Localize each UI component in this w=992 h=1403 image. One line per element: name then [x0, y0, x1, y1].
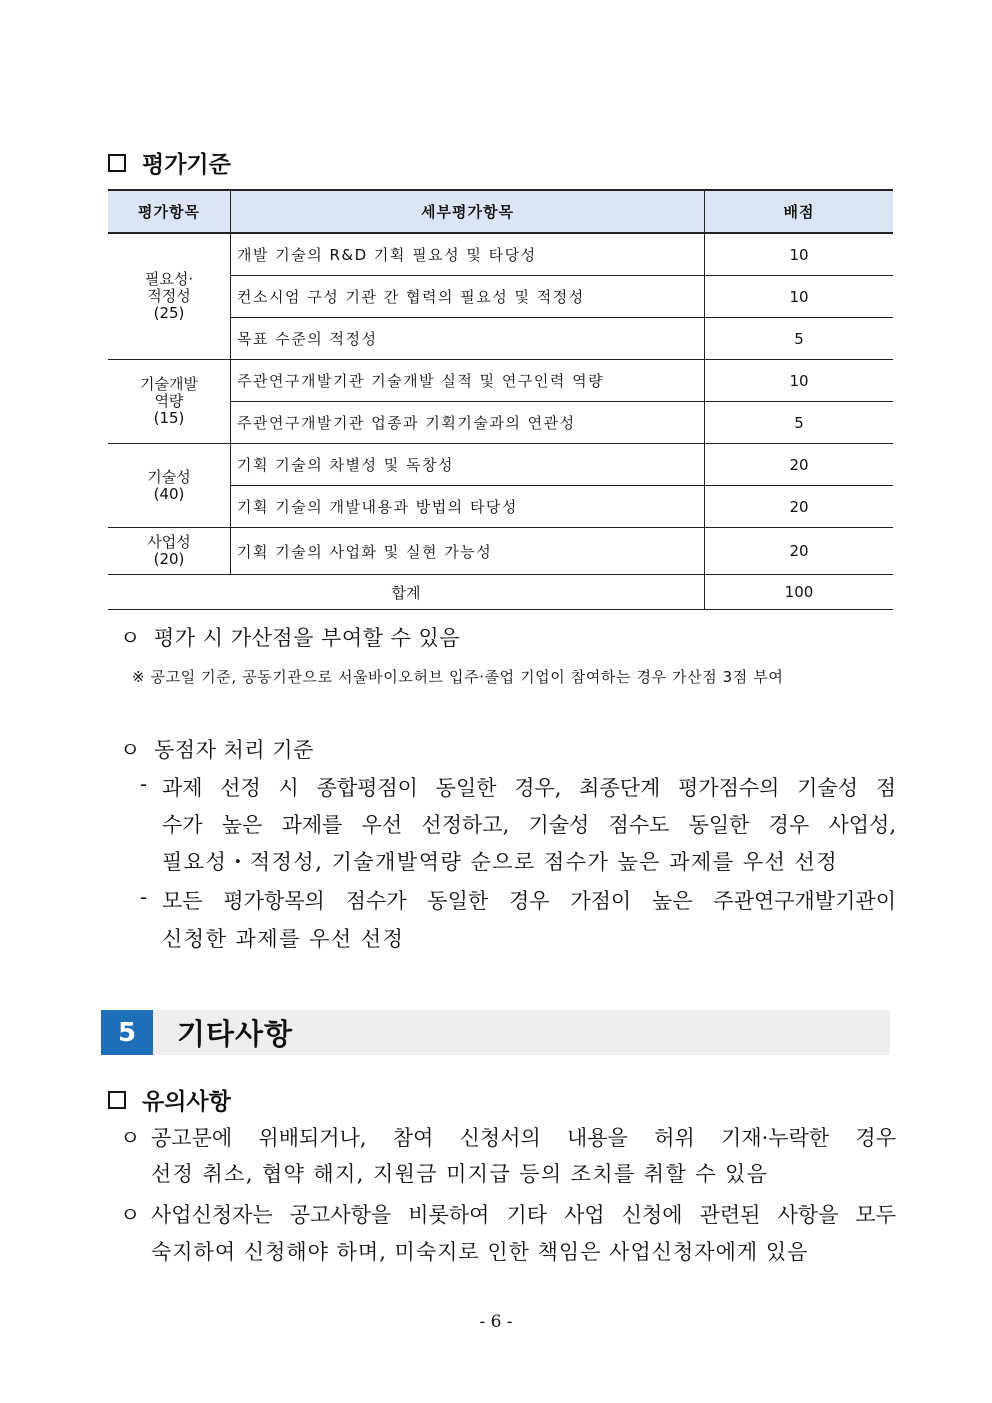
chapter-banner — [101, 1010, 890, 1055]
tie-rule-2-line-1: 모든 평가항목의 점수가 동일한 경우 가점이 높은 주관연구개발기관이 — [162, 889, 896, 913]
column-header-category: 평가항목 — [108, 190, 231, 233]
chapter-number: 5 — [101, 1010, 153, 1055]
evaluation-table — [108, 189, 893, 610]
category-points: (25) — [153, 304, 185, 322]
detail-item: 주관연구개발기관 업종과 기획기술과의 연관성 — [231, 402, 705, 444]
circle-bullet-icon: ㅇ — [120, 738, 141, 762]
score-cell: 5 — [705, 318, 894, 360]
notice-1-line-2: 선정 취소, 협약 해지, 지원금 미지급 등의 조치를 취할 수 있음 — [151, 1162, 769, 1186]
total-score: 100 — [705, 575, 894, 610]
score-cell: 10 — [705, 360, 894, 402]
category-cell — [108, 233, 231, 360]
category-label: 기술성 — [147, 467, 191, 486]
notice-2-line-2: 숙지하여 신청해야 하며, 미숙지로 인한 책임은 사업신청자에게 있음 — [151, 1240, 809, 1264]
score-cell: 20 — [705, 486, 894, 528]
category-cell — [108, 360, 231, 444]
score-cell: 10 — [705, 276, 894, 318]
notice-bullet-2 — [120, 1199, 154, 1229]
category-cell — [108, 444, 231, 528]
tie-rule-1-line-1: 과제 선정 시 종합평점이 동일한 경우, 최종단계 평가점수의 기술성 점 — [162, 776, 896, 800]
score-cell: 10 — [705, 233, 894, 276]
detail-item: 기획 기술의 사업화 및 실현 가능성 — [231, 528, 705, 575]
score-cell: 20 — [705, 528, 894, 575]
category-label: 사업성 — [147, 533, 191, 551]
column-header-score: 배점 — [705, 190, 894, 233]
tie-line — [120, 734, 314, 764]
notice-bullet-1 — [120, 1122, 154, 1152]
tie-dash-1 — [140, 772, 162, 796]
category-label: 필요성· — [144, 270, 194, 288]
category-label: 적정성 — [147, 287, 191, 305]
notice-1-line-1: 공고문에 위배되거나, 참여 신청서의 내용을 허위 기재·누락한 경우 — [151, 1126, 896, 1150]
circle-bullet-icon: ㅇ — [120, 626, 141, 650]
column-header-detail: 세부평가항목 — [231, 190, 705, 233]
category-label: 기술개발 — [140, 375, 198, 393]
notice-2-line-1: 사업신청자는 공고사항을 비롯하여 기타 사업 신청에 관련된 사항을 모두 — [151, 1203, 896, 1227]
bonus-text: 평가 시 가산점을 부여할 수 있음 — [154, 626, 461, 650]
total-row — [108, 575, 893, 610]
table-row — [108, 528, 893, 575]
table-row — [108, 360, 893, 402]
notice-heading — [108, 1083, 231, 1116]
category-label: 역량 — [154, 392, 184, 410]
dash-bullet-icon: - — [140, 885, 148, 909]
evaluation-heading — [108, 146, 231, 179]
detail-item: 기획 기술의 개발내용과 방법의 타당성 — [231, 486, 705, 528]
chapter-title: 기타사항 — [177, 1017, 294, 1051]
dash-bullet-icon: - — [140, 772, 148, 796]
tie-text: 동점자 처리 기준 — [154, 738, 314, 762]
detail-item: 기획 기술의 차별성 및 독창성 — [231, 444, 705, 486]
tie-rule-1-line-3: 필요성・적정성, 기술개발역량 순으로 점수가 높은 과제를 우선 선정 — [162, 850, 839, 874]
category-points: (15) — [153, 409, 185, 427]
checkbox-square-icon — [108, 1091, 126, 1109]
tie-rule-2-line-2: 신청한 과제를 우선 선정 — [162, 927, 405, 951]
page-number: - 6 - — [479, 1312, 513, 1332]
table-row — [108, 444, 893, 486]
bonus-line — [120, 622, 460, 652]
tie-rule-1-line-2: 수가 높은 과제를 우선 선정하고, 기술성 점수도 동일한 경우 사업성, — [162, 813, 896, 837]
total-label: 합계 — [108, 575, 705, 610]
tie-dash-2 — [140, 885, 162, 909]
score-cell: 5 — [705, 402, 894, 444]
circle-bullet-icon: ㅇ — [120, 1126, 141, 1150]
evaluation-heading-text: 평가기준 — [142, 151, 231, 178]
category-points: (20) — [153, 550, 185, 568]
detail-item: 컨소시엄 구성 기관 간 협력의 필요성 및 적정성 — [231, 276, 705, 318]
notice-heading-text: 유의사항 — [142, 1088, 231, 1115]
circle-bullet-icon: ㅇ — [120, 1203, 141, 1227]
category-cell — [108, 528, 231, 575]
detail-item: 개발 기술의 R&D 기획 필요성 및 타당성 — [231, 233, 705, 276]
score-cell: 20 — [705, 444, 894, 486]
table-row — [108, 233, 893, 276]
detail-item: 주관연구개발기관 기술개발 실적 및 연구인력 역량 — [231, 360, 705, 402]
detail-item: 목표 수준의 적정성 — [231, 318, 705, 360]
checkbox-square-icon — [108, 154, 126, 172]
category-points: (40) — [153, 484, 185, 503]
bonus-note: ※ 공고일 기준, 공동기관으로 서울바이오허브 입주·졸업 기업이 참여하는 경우 가산점 3점 부여 — [132, 668, 784, 686]
table-header-row — [108, 190, 893, 233]
